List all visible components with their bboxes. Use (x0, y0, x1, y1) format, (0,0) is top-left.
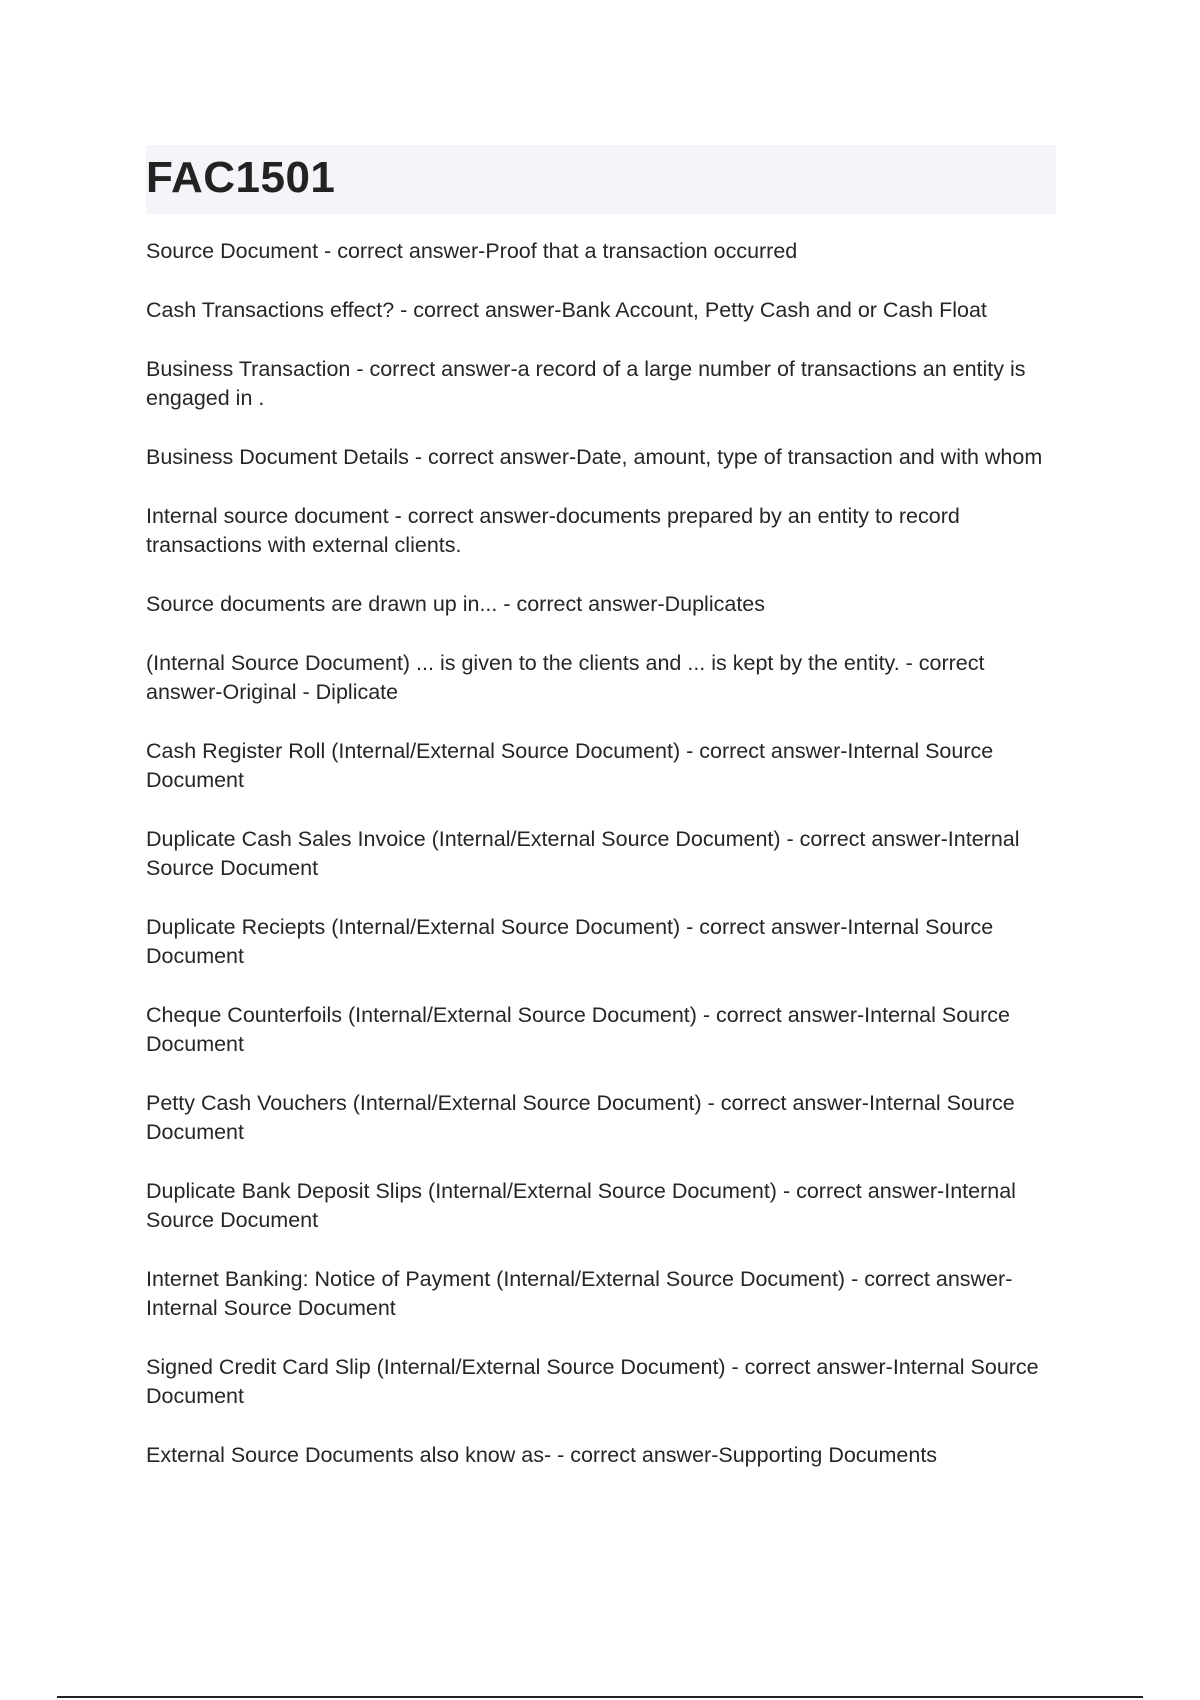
qa-list (146, 237, 1061, 1500)
qa-entry-duplicate-cash-sales-invoice: Duplicate Cash Sales Invoice (Internal/External Source Document) - correct answer-Internal Source Document (146, 827, 1020, 880)
qa-entry-cash-transactions-effect: Cash Transactions effect? - correct answer-Bank Account, Petty Cash and or Cash Float (146, 298, 987, 322)
footer-divider (57, 1696, 1143, 1698)
qa-entry-cheque-counterfoils: Cheque Counterfoils (Internal/External Source Document) - correct answer-Internal Source Document (146, 1003, 1010, 1056)
qa-entry-petty-cash-vouchers: Petty Cash Vouchers (Internal/External Source Document) - correct answer-Internal Source Document (146, 1091, 1015, 1144)
qa-entry-internal-source-document: Internal source document - correct answer-documents prepared by an entity to record transactions with external clients. (146, 504, 960, 557)
qa-entry-external-source-documents: External Source Documents also know as- - correct answer-Supporting Documents (146, 1443, 938, 1467)
qa-entry-duplicate-reciepts: Duplicate Reciepts (Internal/External Source Document) - correct answer-Internal Source Document (146, 915, 994, 968)
qa-entry-cash-register-roll: Cash Register Roll (Internal/External Source Document) - correct answer-Internal Source Document (146, 739, 994, 792)
qa-entry-internet-banking-notice: Internet Banking: Notice of Payment (Internal/External Source Document) - correct answer-Internal Source Document (146, 1267, 1013, 1320)
page-title: FAC1501 (146, 153, 336, 202)
qa-entry-drawn-up-in: Source documents are drawn up in... - correct answer-Duplicates (146, 592, 765, 616)
qa-entry-business-document-details: Business Document Details - correct answer-Date, amount, type of transaction and with whom (146, 445, 1043, 469)
qa-entry-duplicate-bank-deposit-slips: Duplicate Bank Deposit Slips (Internal/External Source Document) - correct answer-Internal Source Document (146, 1179, 1016, 1232)
qa-entry-business-transaction: Business Transaction - correct answer-a record of a large number of transactions an entity is engaged in . (146, 357, 1026, 410)
qa-entry-source-document: Source Document - correct answer-Proof that a transaction occurred (146, 239, 798, 263)
title-band (146, 145, 1056, 214)
qa-entry-signed-credit-card-slip: Signed Credit Card Slip (Internal/External Source Document) - correct answer-Internal Source Document (146, 1355, 1039, 1408)
qa-entry-original-duplicate: (Internal Source Document) ... is given to the clients and ... is kept by the entity. - correct answer-Original - Diplicate (146, 651, 985, 704)
